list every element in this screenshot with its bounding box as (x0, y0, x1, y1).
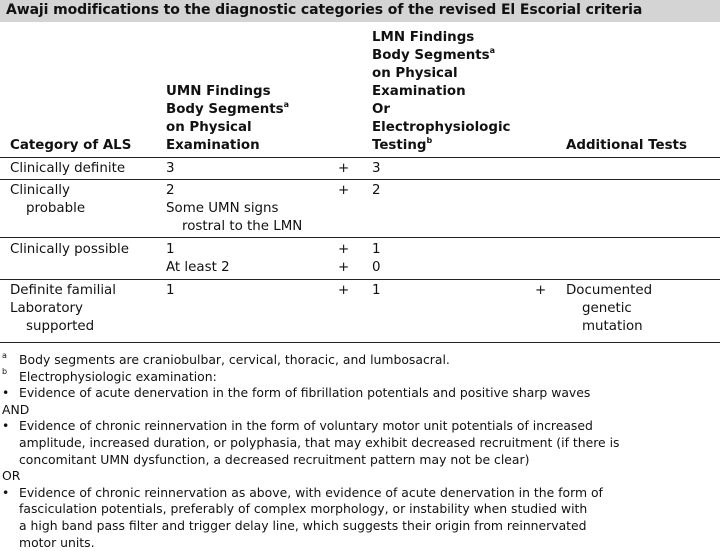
row-definite-category: Clinically definite (10, 161, 126, 176)
table-title: Awaji modifications to the diagnostic categories of the revised El Escorial criteria (0, 0, 720, 22)
row-familial-category: Definite familial Laboratory supported (10, 283, 116, 334)
row-divider (0, 237, 720, 238)
header-lmn: LMN Findings Body Segments$^a$ on Physical Examination Or Electrophysiologic Testing$^b$ (372, 30, 511, 153)
connector-and: AND (2, 401, 30, 417)
row-familial-lmn: 1 (372, 283, 381, 298)
bullet-item: • Evidence of chronic reinnervation as above, with evidence of acute denervation in the form of (2, 484, 603, 500)
bullet-item: • Evidence of chronic reinnervation in the form of voluntary motor unit potentials of increased (2, 418, 593, 434)
table-bottom-rule (0, 342, 720, 343)
header-additional: Additional Tests (566, 138, 687, 153)
header-divider (0, 157, 720, 158)
row-definite-lmn: 3 (372, 161, 381, 176)
row-probable-umn: 2 Some UMN signs rostral to the LMN (166, 183, 303, 234)
header-category: Category of ALS (10, 138, 132, 153)
header-umn: UMN Findings Body Segments$^a$ on Physical Examination (166, 84, 290, 153)
footnotes: $^a$ Body segments are craniobulbar, cervical, thoracic, and lumbosacral. $^b$ Electrophysiologic examination: • Evidence of acute denervation in the form of fibrillation potentials and positive sharp waves AND • Evidence of chronic reinnervation in the form of voluntary motor unit potentials of increased amplitude, increased duration, or polyphasia, that may exhibit decreased recruitment (if there is concomitant UMN dysfunction, a decreased recruitment pattern may not be clear) OR • Evidence of chronic reinnervation as above, with evidence of acute denervation in the form of fasciculation potentials, preferably of complex morphology, or instability when studied with a high band pass filter and trigger delay line, which suggests their origin from reinnervated motor units. (2, 352, 718, 551)
row-probable-plus: + (338, 183, 350, 198)
footnote-a: $^a$ Body segments are craniobulbar, cervical, thoracic, and lumbosacral. (2, 350, 450, 367)
row-probable-category: Clinically probable (10, 183, 86, 216)
row-possible-plus: + + (338, 242, 350, 275)
row-definite-plus: + (338, 161, 350, 176)
row-familial-plus-additional: + (535, 283, 547, 298)
row-familial-plus: + (338, 283, 350, 298)
footnote-b: $^b$ Electrophysiologic examination: (2, 367, 217, 384)
row-possible-category: Clinically possible (10, 242, 130, 257)
row-probable-lmn: 2 (372, 183, 381, 198)
bullet-item: • Evidence of acute denervation in the form of fibrillation potentials and positive sharp waves (2, 385, 591, 401)
row-familial-additional: Documented genetic mutation (566, 283, 653, 334)
row-divider (0, 179, 720, 180)
row-definite-umn: 3 (166, 161, 175, 176)
row-familial-umn: 1 (166, 283, 175, 298)
connector-or: OR (2, 468, 21, 484)
row-possible-umn: 1 At least 2 (166, 242, 230, 275)
row-divider (0, 279, 720, 280)
row-possible-lmn: 1 0 (372, 242, 381, 275)
